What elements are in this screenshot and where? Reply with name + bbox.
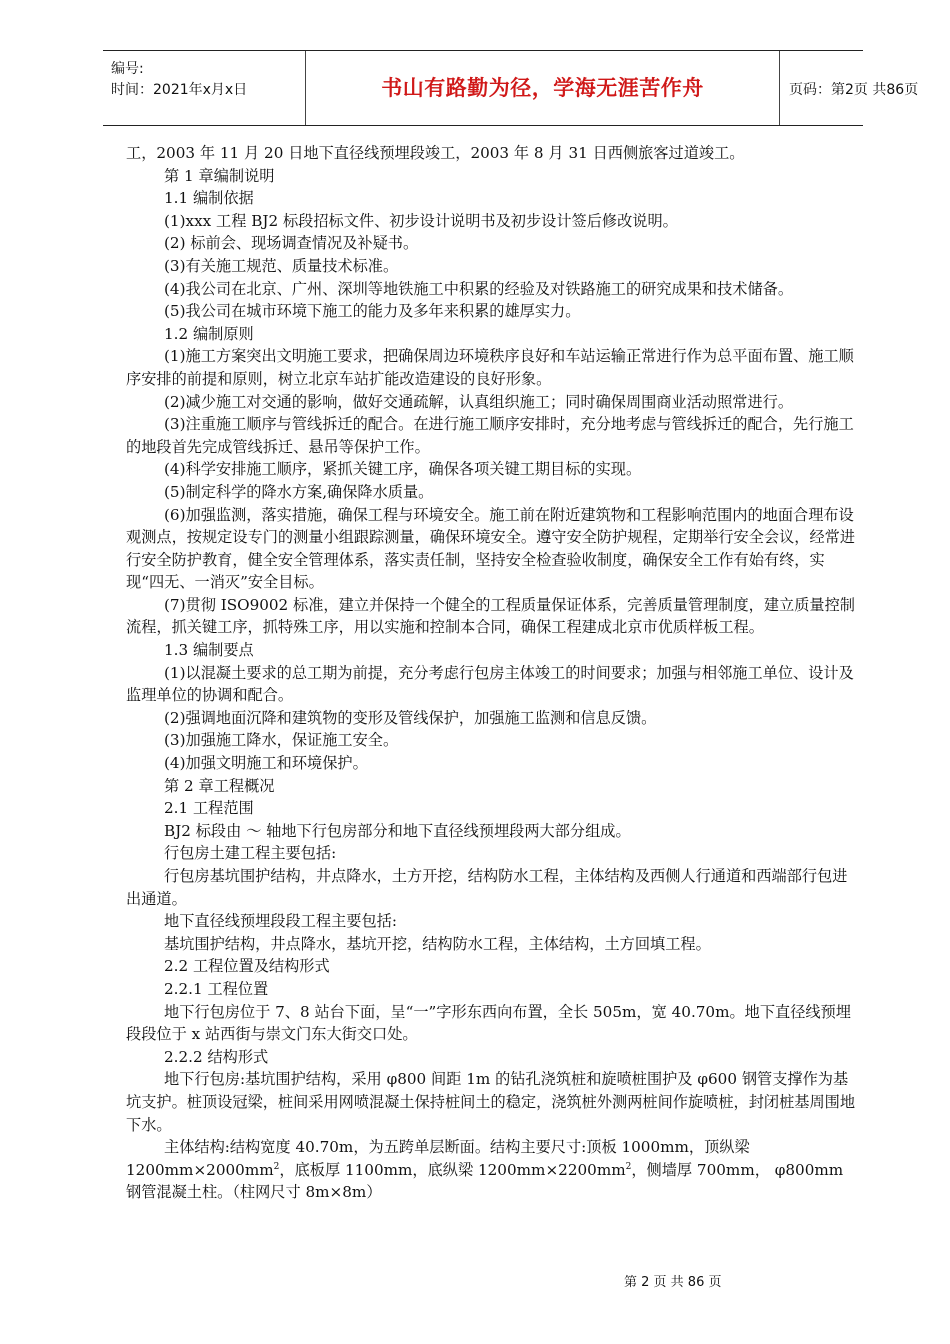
list-item: (4)加强文明施工和环境保护。 [164, 754, 368, 773]
section-heading: 1.2 编制原则 [164, 324, 254, 343]
page-footer: 第 2 页 共 86 页 [624, 1275, 722, 1290]
list-item: (7)贯彻 ISO9002 标准，建立并保持一个健全的工程质量保证体系，完善质量管理制度，建立质量控制流程，抓关键工序，抓特殊工序，用以实施和控制本合同，确保工程建成北京市优质样板工程。 [126, 595, 855, 637]
paragraph: 地下行包房:基坑围护结构，采用 φ800 间距 1m 的钻孔浇筑桩和旋喷桩围护及 φ600 钢管支撑作为基坑支护。桩顶设冠梁，桩间采用网喷混凝土保持桩间土的稳定，浇筑桩外测两桩间作旋喷桩，封闭桩基周围地下水。 [126, 1070, 855, 1134]
subsection-heading: 2.2.1 工程位置 [164, 979, 269, 998]
page-total: 86 [886, 82, 905, 98]
list-item: (1)施工方案突出文明施工要求，把确保周边环境秩序良好和车站运输正常进行作为总平面布置、施工顺序安排的前提和原则，树立北京车站扩能改造建设的良好形象。 [126, 347, 854, 388]
list-item: (1)以混凝土要求的总工期为前提，充分考虑行包房主体竣工的时间要求；加强与相邻施工单位、设计及监理单位的协调和配合。 [126, 663, 854, 705]
list-item: (5)我公司在城市环境下施工的能力及多年来积累的雄厚实力。 [164, 302, 581, 321]
text-run: ，侧墙厚 700mm， φ800mm 钢管混凝土柱。（柱网尺寸 8m×8m） [126, 1160, 844, 1202]
list-item: (6)加强监测，落实措施，确保工程与环境安全。施工前在附近建筑物和工程影响范围内的地面合理布设观测点，按规定设专门的测量小组跟踪测量，确保环境安全。遵守安全防护规程，定期举行安全会议，经常进行安全防护教育，健全安全管理体系，落实责任制，坚持安全检查验收制度，确保安全工作有始有终，实现“四无、一消灭”安全目标。 [126, 505, 855, 592]
list-item: (1)xxx 工程 BJ2 标段招标文件、初步设计说明书及初步设计签后修改说明。 [164, 211, 678, 230]
chapter-heading: 第 1 章编制说明 [164, 166, 275, 185]
list-item: (4)科学安排施工顺序，紧抓关键工序，确保各项关键工期目标的实现。 [164, 460, 642, 479]
paragraph: 行包房基坑围护结构，井点降水，土方开挖，结构防水工程，主体结构及西侧人行通道和西端部行包进出通道。 [126, 867, 848, 908]
header-page-cell [780, 51, 919, 125]
superscript: 2 [273, 1161, 280, 1172]
page-header [103, 50, 919, 126]
section-heading: 1.3 编制要点 [164, 641, 254, 660]
text-run: ，底板厚 1100mm，底纵梁 1200mm×2200mm [279, 1160, 626, 1179]
paragraph: 地下直径线预埋段段工程主要包括: [164, 912, 397, 931]
page-label: 页码：第 [789, 82, 845, 98]
list-item: (2)强调地面沉降和建筑物的变形及管线保护，加强施工监测和信息反馈。 [164, 708, 657, 727]
list-item: (3)有关施工规范、质量技术标准。 [164, 256, 399, 275]
paragraph: 基坑围护结构，井点降水，基坑开挖，结构防水工程，主体结构，土方回填工程。 [164, 934, 711, 953]
paragraph: 地下行包房位于 7、8 站台下面，呈“一”字形东西向布置，全长 505m，宽 40.70m。地下直径线预埋段段位于 x 站西街与崇文门东大街交口处。 [126, 1002, 851, 1044]
list-item: (2)减少施工对交通的影响，做好交通疏解，认真组织施工；同时确保周围商业活动照常进行。 [164, 392, 794, 411]
paragraph [126, 1136, 861, 1204]
section-heading: 1.1 编制依据 [164, 189, 254, 208]
list-item: (3)注重施工顺序与管线拆迁的配合。在进行施工顺序安排时，充分地考虑与管线拆迁的配合，先行施工的地段首先完成管线拆迁、悬吊等保护工作。 [126, 415, 854, 456]
section-heading: 2.2 工程位置及结构形式 [164, 957, 330, 976]
text-run: 主体结构:结构宽度 40.70m，为五跨单层断面。结构主要尺寸:顶板 1000mm，顶纵梁 1200mm×2000mm [126, 1138, 750, 1179]
header-meta-cell [103, 51, 306, 125]
serial-label: 编号: [111, 61, 144, 77]
paragraph: BJ2 标段由 ～ 轴地下行包房部分和地下直径线预埋段两大部分组成。 [164, 821, 631, 840]
paragraph: 行包房土建工程主要包括: [164, 844, 337, 863]
list-item: (2) 标前会、现场调查情况及补疑书。 [164, 234, 419, 253]
chapter-heading: 第 2 章工程概况 [164, 776, 275, 795]
paragraph: 工，2003 年 11 月 20 日地下直径线预埋段竣工，2003 年 8 月 31 日西侧旅客过道竣工。 [126, 144, 745, 162]
list-item: (3)加强施工降水，保证施工安全。 [164, 731, 399, 750]
page-mid: 页 共 [853, 82, 887, 98]
page-end: 页 [904, 82, 919, 98]
header-motto: 书山有路勤为径，学海无涯苦作舟 [306, 51, 780, 125]
list-item: (5)制定科学的降水方案,确保降水质量。 [164, 482, 434, 501]
list-item: (4)我公司在北京、广州、深圳等地铁施工中积累的经验及对铁路施工的研究成果和技术储备。 [164, 279, 794, 298]
section-heading: 2.1 工程范围 [164, 799, 254, 818]
document-body [126, 142, 861, 1204]
time-label: 时间：2021年x月x日 [111, 82, 248, 98]
subsection-heading: 2.2.2 结构形式 [164, 1047, 269, 1066]
superscript: 2 [625, 1161, 632, 1172]
page-num: 2 [845, 82, 854, 98]
